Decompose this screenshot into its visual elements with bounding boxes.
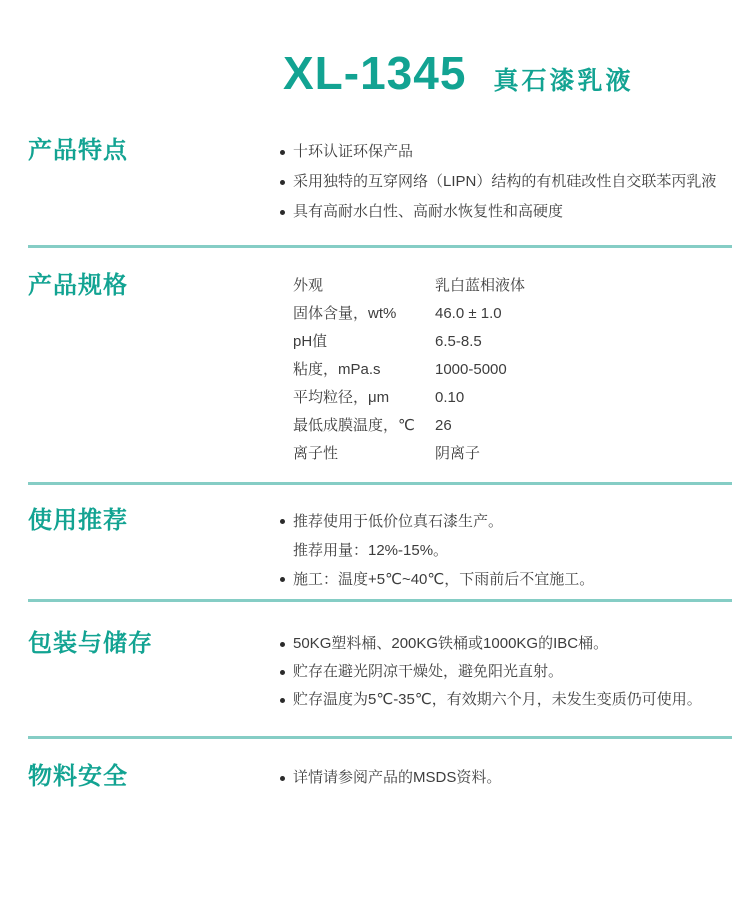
- section-heading-features: 产品特点: [28, 137, 128, 164]
- list-item: [280, 167, 722, 197]
- section-body-features: [280, 137, 722, 227]
- bullet-icon: [280, 180, 285, 185]
- bullet-icon: [280, 150, 285, 155]
- list-item: [280, 507, 722, 536]
- section-heading-safety: 物料安全: [28, 763, 128, 790]
- product-code-title: XL-1345: [283, 47, 467, 99]
- feature-text: 十环认证环保产品: [293, 143, 414, 160]
- section-divider: [28, 482, 732, 485]
- table-row: [280, 328, 722, 356]
- bullet-icon: [280, 670, 285, 675]
- spec-value: 阴离子: [435, 445, 481, 462]
- section-body-specs: [280, 272, 722, 468]
- table-row: [280, 356, 722, 384]
- usage-subtext: 推荐用量：12%-15%。: [293, 542, 449, 559]
- spec-value: 0.10: [435, 389, 465, 406]
- section-body-usage: [280, 507, 722, 594]
- safety-text: 详情请参阅产品的MSDS资料。: [293, 769, 502, 786]
- header: [0, 0, 750, 97]
- table-row: [280, 300, 722, 328]
- bullet-icon: [280, 577, 285, 582]
- table-row: [280, 384, 722, 412]
- packaging-text: 50KG塑料桶、200KG铁桶或1000KG的IBC桶。: [293, 635, 609, 652]
- bullet-icon: [280, 519, 285, 524]
- feature-text: 采用独特的互穿网络（LIPN）结构的有机硅改性自交联苯丙乳液: [293, 173, 717, 190]
- spec-label: 离子性: [293, 445, 339, 462]
- feature-text: 具有高耐水白性、高耐水恢复性和高硬度: [293, 203, 564, 220]
- list-item: [280, 630, 722, 658]
- spec-value: 6.5-8.5: [435, 333, 482, 350]
- section-divider: [28, 599, 732, 602]
- list-item: [280, 686, 722, 714]
- product-name-subtitle: 真石漆乳液: [493, 67, 634, 95]
- packaging-text: 贮存温度为5℃-35℃，有效期六个月，未发生变质仍可使用。: [293, 691, 702, 708]
- section-divider: [28, 736, 732, 739]
- packaging-text: 贮存在避光阴凉干燥处，避免阳光直射。: [293, 663, 564, 680]
- section-heading-packaging: 包装与储存: [28, 630, 153, 657]
- spec-value: 1000-5000: [435, 361, 507, 378]
- list-item: [280, 763, 722, 793]
- bullet-icon: [280, 776, 285, 781]
- table-row: [280, 272, 722, 300]
- section-body-packaging: [280, 630, 722, 714]
- spec-label: 最低成膜温度，℃: [293, 417, 415, 434]
- bullet-icon: [280, 642, 285, 647]
- list-item: [280, 658, 722, 686]
- spec-label: 平均粒径，μm: [293, 389, 390, 406]
- section-heading-specs: 产品规格: [28, 272, 128, 299]
- section-body-safety: [280, 763, 722, 793]
- usage-text: 推荐使用于低价位真石漆生产。: [293, 513, 504, 530]
- bullet-icon: [280, 698, 285, 703]
- section-divider: [28, 245, 732, 248]
- table-row: [280, 412, 722, 440]
- spec-label: 粘度，mPa.s: [293, 361, 381, 378]
- spec-value: 乳白蓝相液体: [435, 277, 526, 294]
- usage-text: 施工：温度+5℃~40℃，下雨前后不宜施工。: [293, 571, 595, 588]
- spec-value: 46.0 ± 1.0: [435, 305, 502, 322]
- section-product-specs: [0, 272, 750, 468]
- spec-label: pH值: [293, 333, 328, 350]
- table-row: [280, 440, 722, 468]
- bullet-icon: [280, 210, 285, 215]
- section-material-safety: [0, 763, 750, 793]
- list-item: [280, 197, 722, 227]
- list-item: [280, 137, 722, 167]
- spec-value: 26: [435, 417, 452, 434]
- spec-label: 固体含量，wt%: [293, 305, 397, 322]
- section-packaging-storage: [0, 630, 750, 714]
- list-item: [280, 565, 722, 594]
- section-product-features: [0, 137, 750, 227]
- section-heading-usage: 使用推荐: [28, 507, 128, 534]
- spec-label: 外观: [293, 277, 324, 294]
- section-usage-recommendation: [0, 507, 750, 594]
